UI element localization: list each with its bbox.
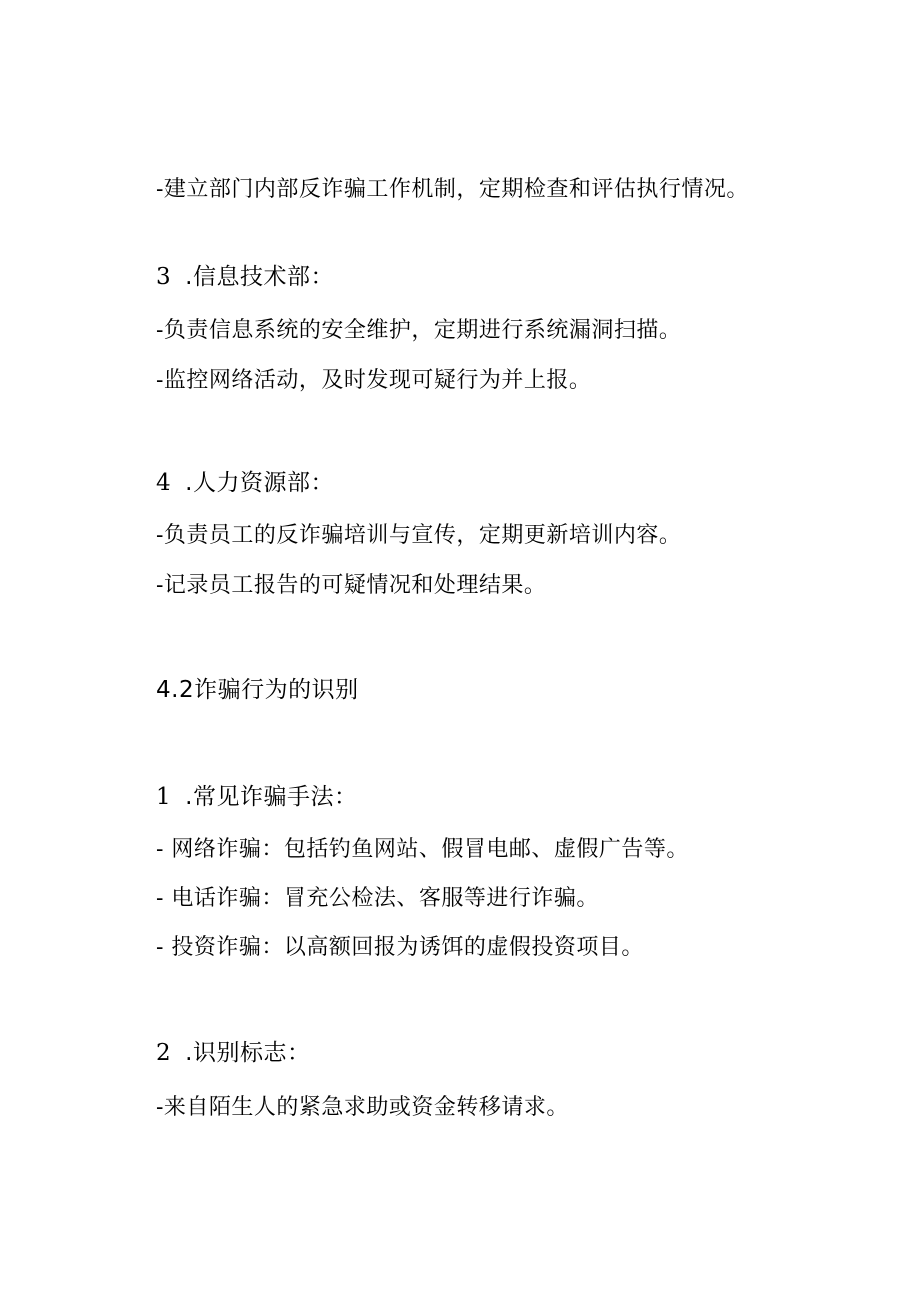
heading-number: 4	[156, 470, 172, 496]
heading-number: 1	[156, 784, 172, 810]
dept-4-heading	[156, 468, 334, 498]
heading-title: .信息技术部：	[185, 264, 334, 290]
list-item: - 电话诈骗：冒充公检法、客服等进行诈骗。	[156, 886, 599, 911]
list-item: - 网络诈骗：包括钓鱼网站、假冒电邮、虚假广告等。	[156, 837, 689, 862]
list-item: -监控网络活动，及时发现可疑行为并上报。	[156, 368, 592, 393]
list-item: -记录员工报告的可疑情况和处理结果。	[156, 573, 547, 598]
identification-signs-heading	[156, 1038, 310, 1068]
dept-3-heading	[156, 262, 334, 292]
list-item: -来自陌生人的紧急求助或资金转移请求。	[156, 1095, 569, 1120]
heading-number: 2	[156, 1040, 172, 1066]
section-heading: 4.2诈骗行为的识别	[156, 677, 359, 703]
heading-title: .常见诈骗手法：	[185, 784, 358, 810]
paragraph-line: -建立部门内部反诈骗工作机制，定期检查和评估执行情况。	[156, 177, 749, 202]
heading-title: .识别标志：	[185, 1040, 311, 1066]
heading-title: .人力资源部：	[185, 470, 334, 496]
list-item: -负责员工的反诈骗培训与宣传，定期更新培训内容。	[156, 523, 682, 548]
heading-number: 3	[156, 264, 172, 290]
common-methods-heading	[156, 782, 357, 812]
list-item: - 投资诈骗：以高额回报为诱饵的虚假投资项目。	[156, 935, 644, 960]
list-item: -负责信息系统的安全维护，定期进行系统漏洞扫描。	[156, 318, 682, 343]
